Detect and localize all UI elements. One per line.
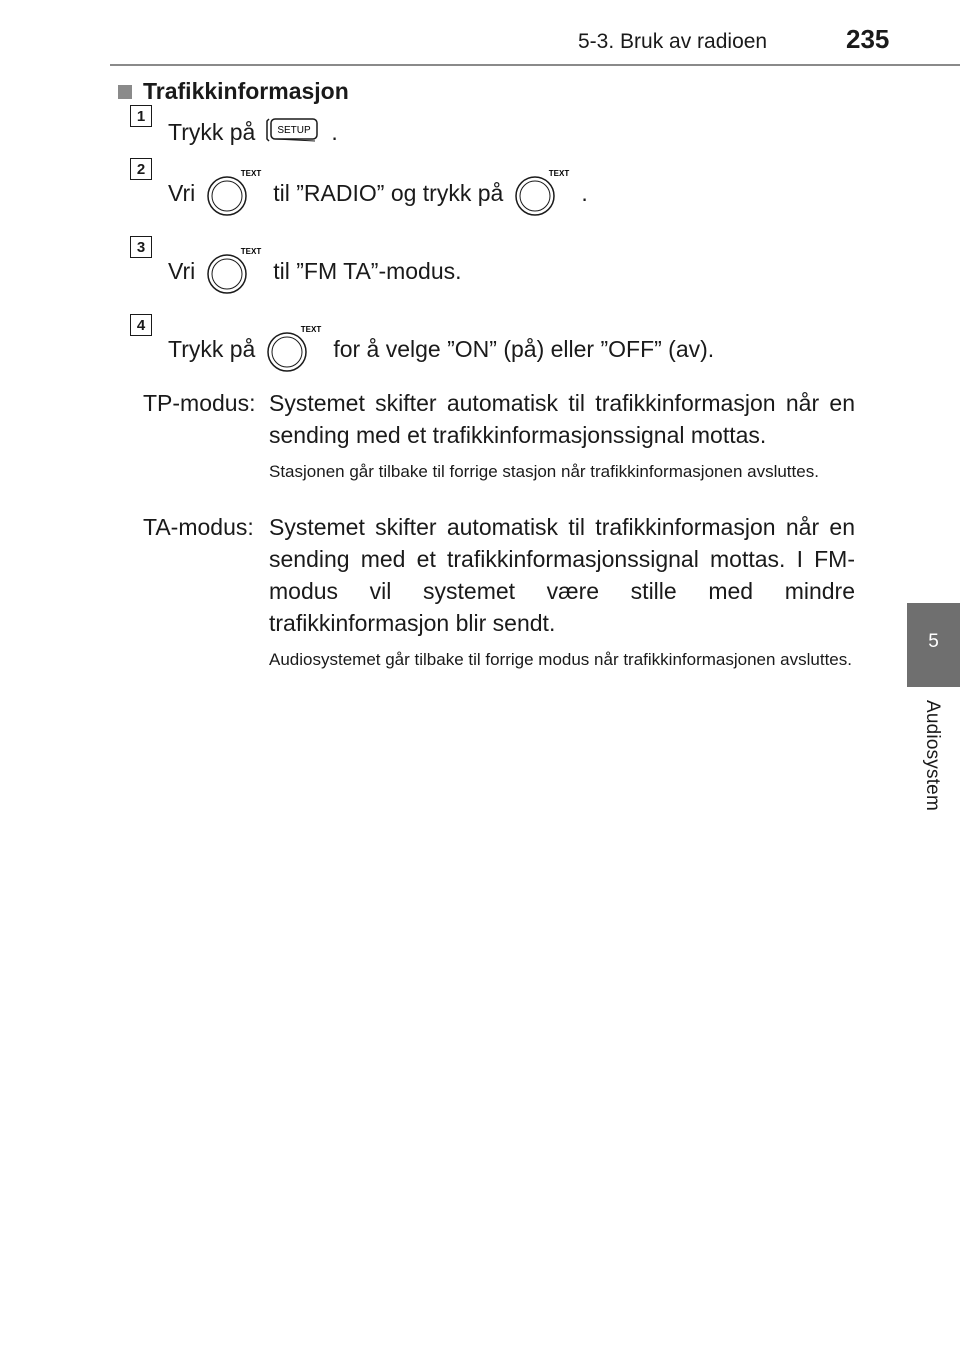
section-title: [118, 78, 349, 105]
step-text: til ”RADIO” og trykk på: [273, 179, 504, 206]
header-divider: [110, 64, 960, 66]
setup-button-label: SETUP: [277, 125, 311, 136]
mode-note: Audiosystemet går tilbake til forrige modus når trafikkinformasjonen avsluttes.: [269, 650, 852, 669]
mode-description: Systemet skifter automatisk til trafikkinformasjon når en sending med et trafikkinformasjonssignal mottas.: [269, 390, 855, 448]
step-text: .: [331, 118, 338, 145]
step-number: 2: [130, 158, 152, 180]
tune-knob-icon: [513, 168, 571, 218]
step-text: Vri: [168, 179, 196, 206]
tune-knob-icon: [205, 246, 263, 296]
knob-label: TEXT: [549, 169, 570, 178]
header-section-title: 5-3. Bruk av radioen: [578, 30, 768, 53]
knob-label: TEXT: [301, 325, 322, 334]
mode-description: Systemet skifter automatisk til trafikkinformasjon når en sending med et trafikkinformasjonssignal mottas. I FM-modus vil systemet være stille med mindre trafikkinformasjon blir sendt.: [269, 514, 855, 636]
step-1: [130, 107, 338, 149]
tune-knob-icon: [265, 324, 323, 374]
section-title-text: Trafikkinformasjon: [143, 78, 349, 104]
step-text: Trykk på: [168, 335, 256, 362]
step-text: for å velge ”ON” (på) eller ”OFF” (av).: [333, 335, 715, 362]
setup-button-icon: [265, 115, 323, 149]
mode-label: TP-modus:: [143, 390, 256, 416]
step-3: [130, 238, 462, 296]
mode-label: TA-modus:: [143, 514, 254, 540]
step-number: 3: [130, 236, 152, 258]
step-text: til ”FM TA”-modus.: [273, 257, 462, 284]
step-text: .: [581, 179, 588, 206]
step-4: [130, 316, 715, 374]
step-number: 4: [130, 314, 152, 336]
square-bullet-icon: [118, 85, 132, 99]
step-text: Vri: [168, 257, 196, 284]
knob-label: TEXT: [241, 169, 262, 178]
tune-knob-icon: [205, 168, 263, 218]
mode-note: Stasjonen går tilbake til forrige stasjon når trafikkinformasjonen avsluttes.: [269, 462, 819, 481]
chapter-tab-label: Audiosystem: [922, 700, 943, 811]
page-number: 235: [846, 24, 890, 54]
chapter-tab-number: 5: [928, 631, 939, 652]
step-text: Trykk på: [168, 118, 256, 145]
step-2: [130, 160, 588, 218]
knob-label: TEXT: [241, 247, 262, 256]
step-number: 1: [130, 105, 152, 127]
chapter-tab: [907, 603, 960, 687]
